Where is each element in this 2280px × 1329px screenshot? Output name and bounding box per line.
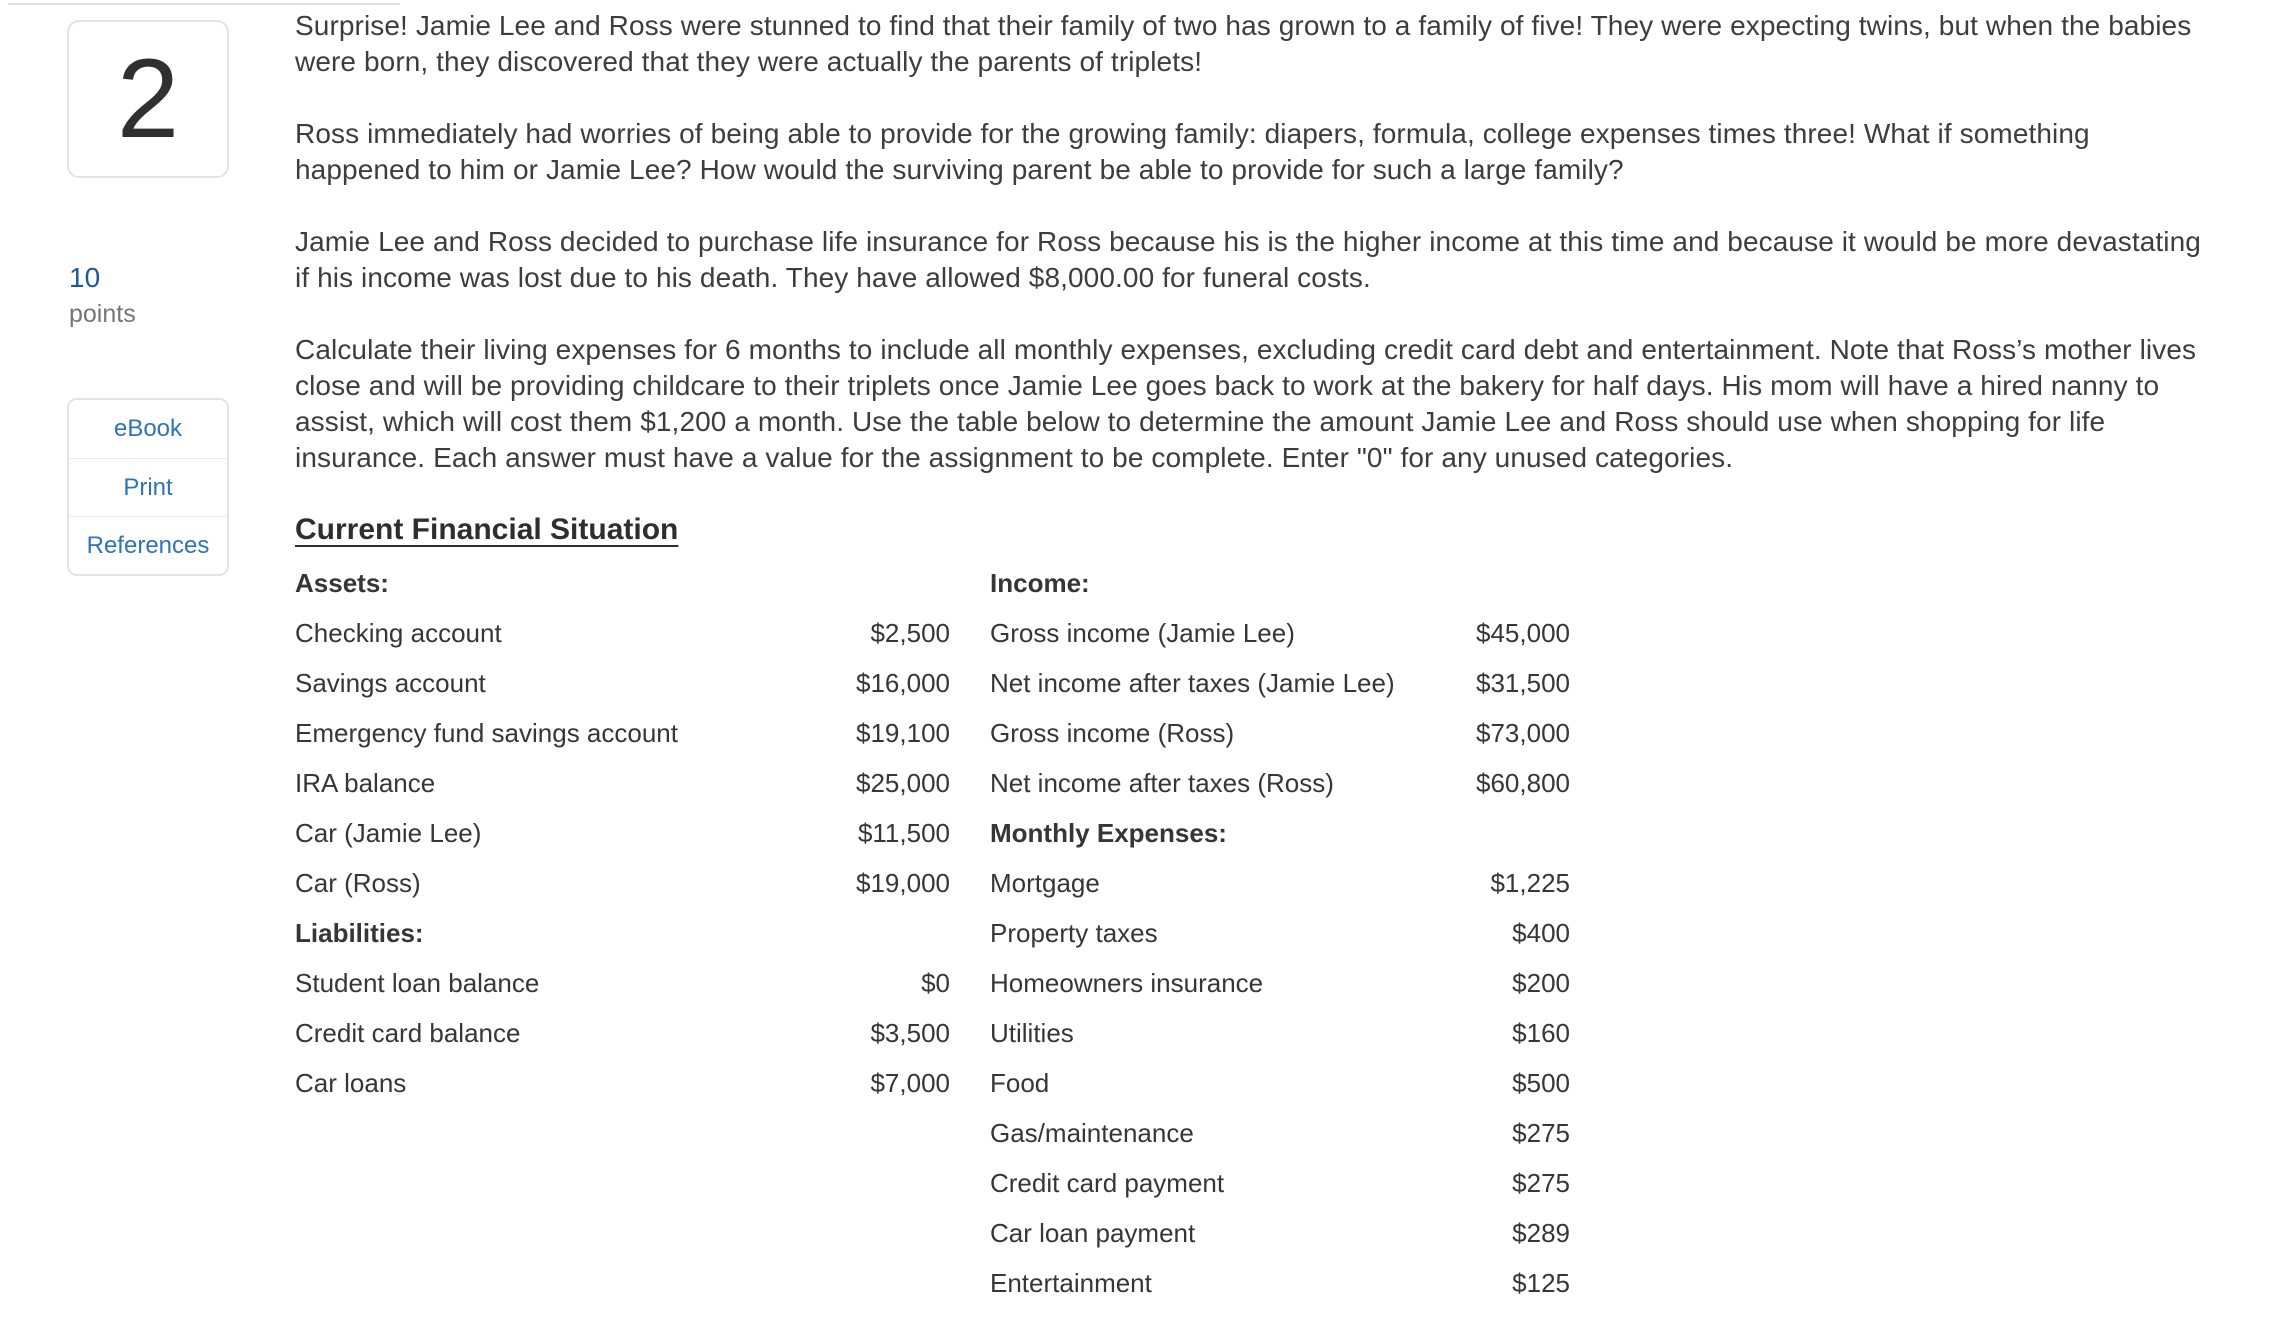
row-value-right: $500 <box>1512 1067 1570 1098</box>
row-label-left: Liabilities: <box>295 917 424 948</box>
table-row <box>295 1058 2205 1108</box>
table-row <box>295 1008 2205 1058</box>
row-label-right: Net income after taxes (Ross) <box>990 767 1334 798</box>
row-label-left: Car (Jamie Lee) <box>295 817 482 848</box>
row-value-left: $7,000 <box>870 1067 950 1098</box>
print-button[interactable]: Print <box>69 458 227 516</box>
row-label-right: Net income after taxes (Jamie Lee) <box>990 667 1395 698</box>
row-label-right: Entertainment <box>990 1267 1152 1298</box>
row-value-left: $11,500 <box>857 817 950 848</box>
question-paragraph: Calculate their living expenses for 6 months to include all monthly expenses, excluding credit card debt and entertainment. Note that Ross’s mother lives close and will be providing childcare to their triplets once Jamie Lee goes back to work at the bakery for half days. His mom will have a hired nanny to assist, which will cost them $1,200 a month. Use the table below to determine the amount Jamie Lee and Ross should use when shopping for life insurance. Each answer must have a value for the assignment to be complete. Enter "0" for any unused categories. <box>295 334 2197 473</box>
points-value: 10 <box>69 262 101 293</box>
row-label-left: Emergency fund savings account <box>295 717 678 748</box>
row-label-right: Income: <box>990 567 1090 598</box>
row-value-left: $19,100 <box>856 717 950 748</box>
question-number: 2 <box>116 36 180 161</box>
table-row <box>295 908 2205 958</box>
table-row <box>295 708 2205 758</box>
row-label-left: Car loans <box>295 1067 407 1098</box>
question-paragraph: Surprise! Jamie Lee and Ross were stunned to find that their family of two has grown to a family of five! They were expecting twins, but when the babies were born, they discovered that they were actually the parents of triplets! <box>295 10 2192 77</box>
resource-buttons <box>67 398 229 576</box>
ebook-button[interactable]: eBook <box>69 400 227 458</box>
row-value-right: $160 <box>1512 1017 1570 1048</box>
row-value-right: $289 <box>1512 1217 1570 1248</box>
table-row <box>295 608 2205 658</box>
row-value-right: $45,000 <box>1476 617 1570 648</box>
row-label-right: Homeowners insurance <box>990 967 1264 998</box>
references-button[interactable]: References <box>69 516 227 574</box>
row-value-left: $0 <box>921 967 950 998</box>
row-value-right: $31,500 <box>1476 667 1570 698</box>
table-row <box>295 1258 2205 1308</box>
row-label-right: Gas/maintenance <box>990 1117 1194 1148</box>
row-value-left: $2,500 <box>870 617 950 648</box>
question-content <box>295 0 2205 1308</box>
financial-table <box>295 558 2205 1308</box>
row-label-right: Credit card payment <box>990 1167 1225 1198</box>
row-label-right: Monthly Expenses: <box>990 817 1227 848</box>
row-value-left: $3,500 <box>870 1017 950 1048</box>
table-row <box>295 558 2205 608</box>
row-value-right: $60,800 <box>1476 767 1570 798</box>
row-label-left: IRA balance <box>295 767 436 798</box>
row-label-left: Assets: <box>295 567 389 598</box>
row-label-left: Credit card balance <box>295 1017 521 1048</box>
row-value-right: $275 <box>1512 1117 1570 1148</box>
table-row <box>295 1158 2205 1208</box>
table-row <box>295 858 2205 908</box>
question-sidebar <box>67 20 229 576</box>
row-label-right: Food <box>990 1067 1050 1098</box>
row-value-right: $275 <box>1512 1167 1570 1198</box>
row-label-right: Mortgage <box>990 867 1100 898</box>
row-value-right: $125 <box>1512 1267 1570 1298</box>
row-label-left: Student loan balance <box>295 967 540 998</box>
row-label-left: Checking account <box>295 617 502 648</box>
question-text <box>295 8 2205 476</box>
row-label-left: Savings account <box>295 667 486 698</box>
table-row <box>295 958 2205 1008</box>
row-label-right: Property taxes <box>990 917 1158 948</box>
row-value-right: $400 <box>1512 917 1570 948</box>
row-value-left: $16,000 <box>856 667 950 698</box>
points-block <box>67 262 229 328</box>
table-row <box>295 758 2205 808</box>
row-label-right: Gross income (Jamie Lee) <box>990 617 1295 648</box>
row-label-right: Car loan payment <box>990 1217 1196 1248</box>
row-value-left: $25,000 <box>856 767 950 798</box>
table-row <box>295 658 2205 708</box>
points-label: points <box>69 300 136 328</box>
table-row <box>295 808 2205 858</box>
row-label-left: Car (Ross) <box>295 867 421 898</box>
row-label-right: Utilities <box>990 1017 1074 1048</box>
row-value-right: $200 <box>1512 967 1570 998</box>
question-paragraph: Ross immediately had worries of being able to provide for the growing family: diapers, formula, college expenses times three! What if something happened to him or Jamie Lee? How would the surviving parent be able to provide for such a large family? <box>295 118 2090 185</box>
table-row <box>295 1208 2205 1258</box>
question-paragraph: Jamie Lee and Ross decided to purchase life insurance for Ross because his is the higher income at this time and because it would be more devastating if his income was lost due to his death. They have allowed $8,000.00 for funeral costs. <box>295 226 2201 293</box>
question-number-box <box>67 20 229 178</box>
row-value-right: $1,225 <box>1490 867 1570 898</box>
row-label-right: Gross income (Ross) <box>990 717 1235 748</box>
row-value-right: $73,000 <box>1476 717 1570 748</box>
financial-situation-heading: Current Financial Situation <box>295 513 679 546</box>
row-value-left: $19,000 <box>856 867 950 898</box>
table-row <box>295 1108 2205 1158</box>
